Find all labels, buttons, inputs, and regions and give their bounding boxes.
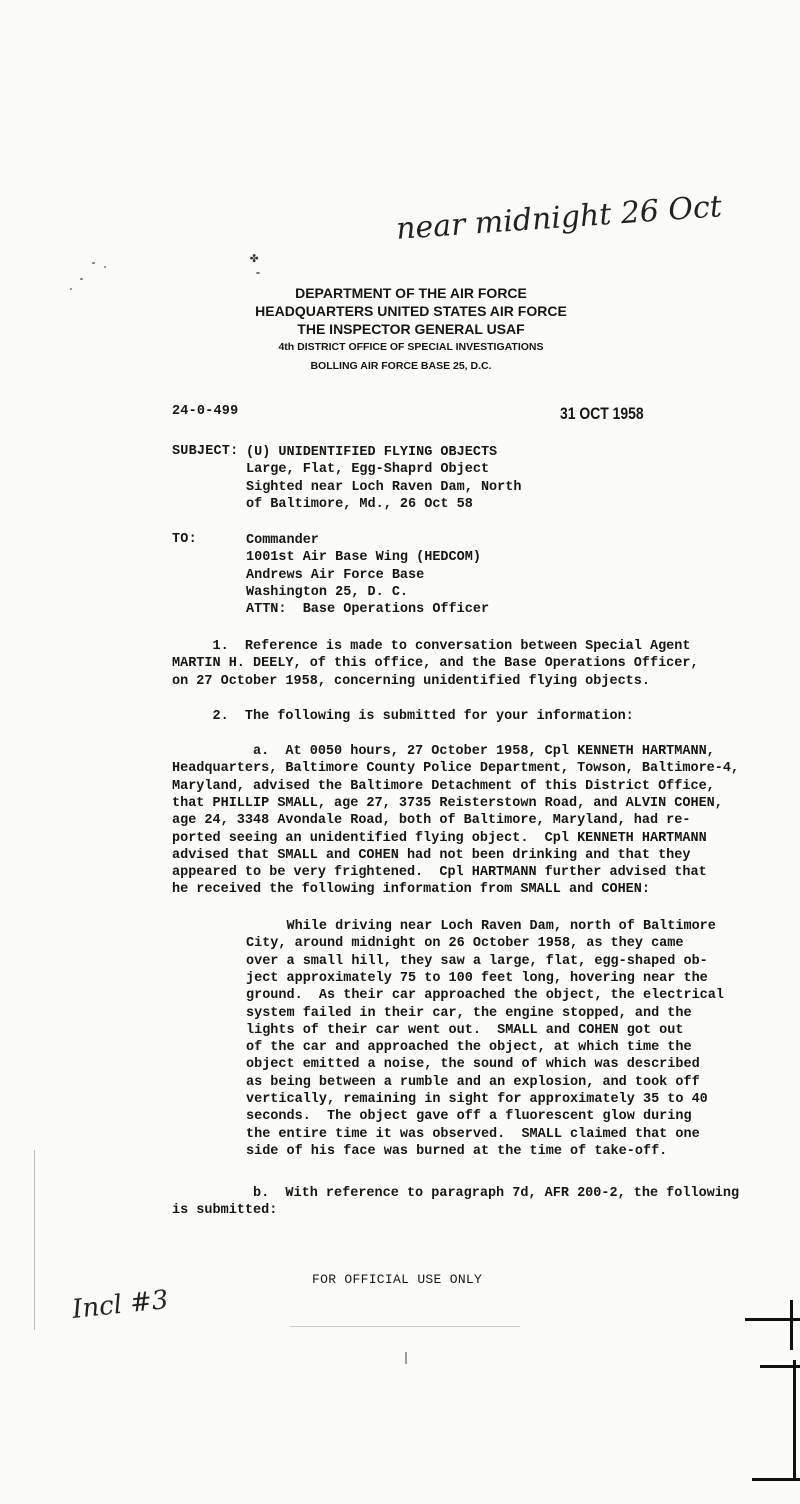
scan-speck [256, 272, 260, 274]
binding-mark [793, 1360, 796, 1480]
paragraph-line: 1. Reference is made to conversation between Special Agent [172, 639, 691, 654]
scan-speck [80, 278, 83, 280]
header-line-2: HEADQUARTERS UNITED STATES AIR FORCE [255, 303, 567, 319]
paragraph-line: 2. The following is submitted for your information: [172, 709, 634, 724]
subject-line: Large, Flat, Egg-Shaprd Object [246, 462, 490, 478]
footer-classification: FOR OFFICIAL USE ONLY [312, 1272, 483, 1287]
file-number: 24-0-499 [172, 404, 239, 419]
paragraph-line: MARTIN H. DEELY, of this office, and the Base Operations Officer, [172, 656, 699, 672]
paragraph-line: b. With reference to paragraph 7d, AFR 200-2, the following [172, 1186, 740, 1201]
to-label: TO: [172, 532, 197, 547]
header-line-1: DEPARTMENT OF THE AIR FORCE [295, 285, 527, 301]
paragraph-line: Maryland, advised the Baltimore Detachment of this District Office, [172, 778, 715, 794]
binding-mark [752, 1478, 800, 1481]
paragraph-line: Headquarters, Baltimore County Police Department, Towson, Baltimore-4, [172, 761, 740, 777]
paragraph-line: appeared to be very frightened. Cpl HARTMANN further advised that [172, 865, 707, 881]
quote-line: ground. As their car approached the object, the electrical [246, 988, 724, 1004]
quote-line: While driving near Loch Raven Dam, north of Baltimore [246, 919, 716, 934]
quote-line: of the car and approached the object, at which time the [246, 1040, 692, 1056]
scan-speck [104, 266, 106, 268]
to-line: Commander [246, 533, 319, 548]
scan-artifact [290, 1326, 520, 1327]
subject-line: (U) UNIDENTIFIED FLYING OBJECTS [246, 445, 498, 460]
to-line: Washington 25, D. C. [246, 584, 409, 600]
quote-line: system failed in their car, the engine stopped, and the [246, 1005, 692, 1021]
paragraph-line: a. At 0050 hours, 27 October 1958, Cpl KENNETH HARTMANN, [172, 744, 715, 759]
scan-speck [92, 262, 95, 264]
paragraph-line: that PHILLIP SMALL, age 27, 3735 Reisterstown Road, and ALVIN COHEN, [172, 795, 723, 811]
paragraph-line: he received the following information from SMALL and COHEN: [172, 882, 650, 898]
quote-line: the entire time it was observed. SMALL claimed that one [246, 1126, 700, 1142]
quote-line: as being between a rumble and an explosion, and took off [246, 1074, 700, 1090]
scan-mark: ✤ [250, 251, 259, 267]
date-stamp: 31 OCT 1958 [560, 404, 644, 423]
header-line-5: BOLLING AIR FORCE BASE 25, D.C. [310, 360, 492, 372]
to-line: ATTN: Base Operations Officer [246, 602, 490, 618]
paragraph-line: on 27 October 1958, concerning unidentified flying objects. [172, 673, 650, 689]
binding-mark [790, 1300, 793, 1350]
subject-label: SUBJECT: [172, 444, 239, 459]
paragraph-line: is submitted: [172, 1203, 278, 1219]
quote-line: seconds. The object gave off a fluorescent glow during [246, 1109, 692, 1125]
to-line: Andrews Air Force Base [246, 567, 425, 583]
handwritten-initials: Incl #3 [70, 1285, 170, 1325]
paragraph-line: ported seeing an unidentified flying object. Cpl KENNETH HARTMANN [172, 830, 707, 846]
handwritten-note: near midnight 26 Oct [395, 189, 723, 247]
paragraph-line: advised that SMALL and COHEN had not been drinking and that they [172, 847, 691, 863]
subject-line: Sighted near Loch Raven Dam, North [246, 479, 522, 495]
paragraph-line: age 24, 3348 Avondale Road, both of Baltimore, Maryland, had re- [172, 813, 691, 829]
subject-line: of Baltimore, Md., 26 Oct 58 [246, 496, 473, 512]
quote-line: object emitted a noise, the sound of which was described [246, 1057, 700, 1073]
scan-artifact [405, 1352, 407, 1364]
quote-line: over a small hill, they saw a large, flat, egg-shaped ob- [246, 953, 708, 969]
to-line: 1001st Air Base Wing (HEDCOM) [246, 550, 481, 566]
scan-edge-noise [34, 1150, 35, 1330]
quote-line: City, around midnight on 26 October 1958, as they came [246, 936, 684, 952]
quote-line: ject approximately 75 to 100 feet long, hovering near the [246, 970, 708, 986]
header-line-4: 4th DISTRICT OFFICE OF SPECIAL INVESTIGATIONS [278, 341, 544, 353]
quote-line: lights of their car went out. SMALL and COHEN got out [246, 1022, 684, 1038]
quote-line: vertically, remaining in sight for approximately 35 to 40 [246, 1092, 708, 1107]
header-line-3: THE INSPECTOR GENERAL USAF [297, 321, 525, 337]
quote-line: side of his face was burned at the time of take-off. [246, 1143, 668, 1159]
